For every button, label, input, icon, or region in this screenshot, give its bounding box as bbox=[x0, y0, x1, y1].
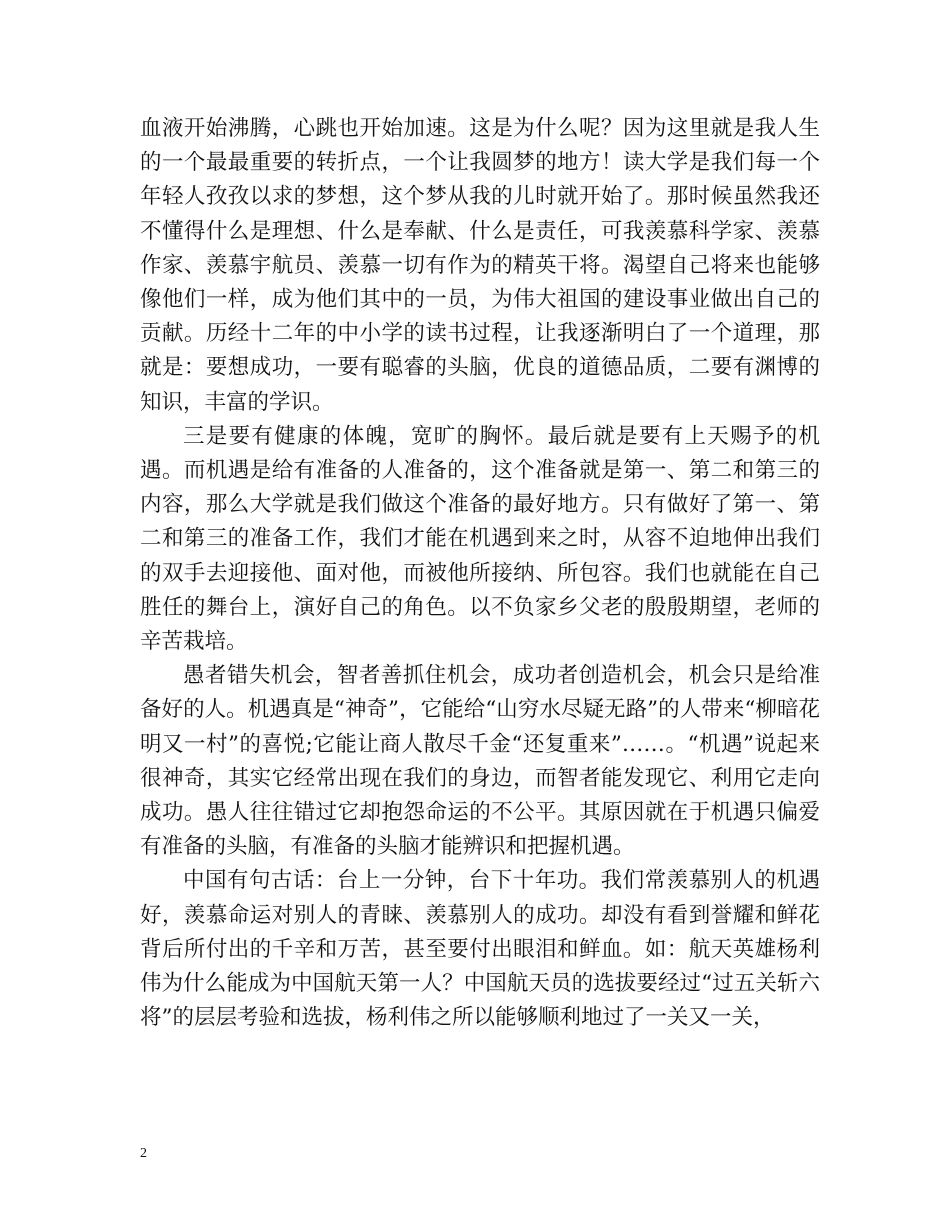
paragraph-continued: 血液开始沸腾，心跳也开始加速。这是为什么呢？因为这里就是我人生的一个最最重要的转折点，一个让我圆梦的地方！读大学是我们每一个年轻人孜孜以求的梦想，这个梦从我的儿时就开始了。那时候虽然我还不懂得什么是理想、什么是奉献、什么是责任，可我羡慕科学家、羡慕作家、羡慕宇航员、羡慕一切有作为的精英干将。渴望自己将来也能够像他们一样，成为他们其中的一员，为伟大祖国的建设事业做出自己的贡献。历经十二年的中小学的读书过程，让我逐渐明白了一个道理，那就是：要想成功，一要有聪睿的头脑，优良的道德品质，二要有渊博的知识，丰富的学识。 bbox=[140, 116, 820, 415]
paragraph: 愚者错失机会，智者善抓住机会，成功者创造机会，机会只是给准备好的人。机遇真是“神奇”，它能给“山穷水尽疑无路”的人带来“柳暗花明又一村”的喜悦;它能让商人散尽千金“还复重来”……。“机遇”说起来很神奇，其实它经常出现在我们的身边，而智者能发现它、利用它走向成功。愚人往往错过它却抱怨命运的不公平。其原因就在于机遇只偏爱有准备的头脑，有准备的头脑才能辨识和把握机遇。 bbox=[140, 663, 820, 860]
paragraph: 三是要有健康的体魄，宽旷的胸怀。最后就是要有上天赐予的机遇。而机遇是给有准备的人准备的，这个准备就是第一、第二和第三的内容，那么大学就是我们做这个准备的最好地方。只有做好了第一、第二和第三的准备工作，我们才能在机遇到来之时，从容不迫地伸出我们的双手去迎接他、面对他，而被他所接纳、所包容。我们也就能在自己胜任的舞台上，演好自己的角色。以不负家乡父老的殷殷期望，老师的辛苦栽培。 bbox=[140, 423, 820, 655]
page-number: 2 bbox=[140, 1146, 147, 1161]
body-text bbox=[140, 112, 820, 1035]
paragraph: 中国有句古话：台上一分钟，台下十年功。我们常羡慕别人的机遇好，羡慕命运对别人的青睐、羡慕别人的成功。却没有看到誉耀和鲜花背后所付出的千辛和万苦，甚至要付出眼泪和鲜血。如：航天英雄杨利伟为什么能成为中国航天第一人？中国航天员的选拔要经过“过五关斩六将”的层层考验和选拔，杨利伟之所以能够顺利地过了一关又一关， bbox=[140, 868, 820, 1031]
